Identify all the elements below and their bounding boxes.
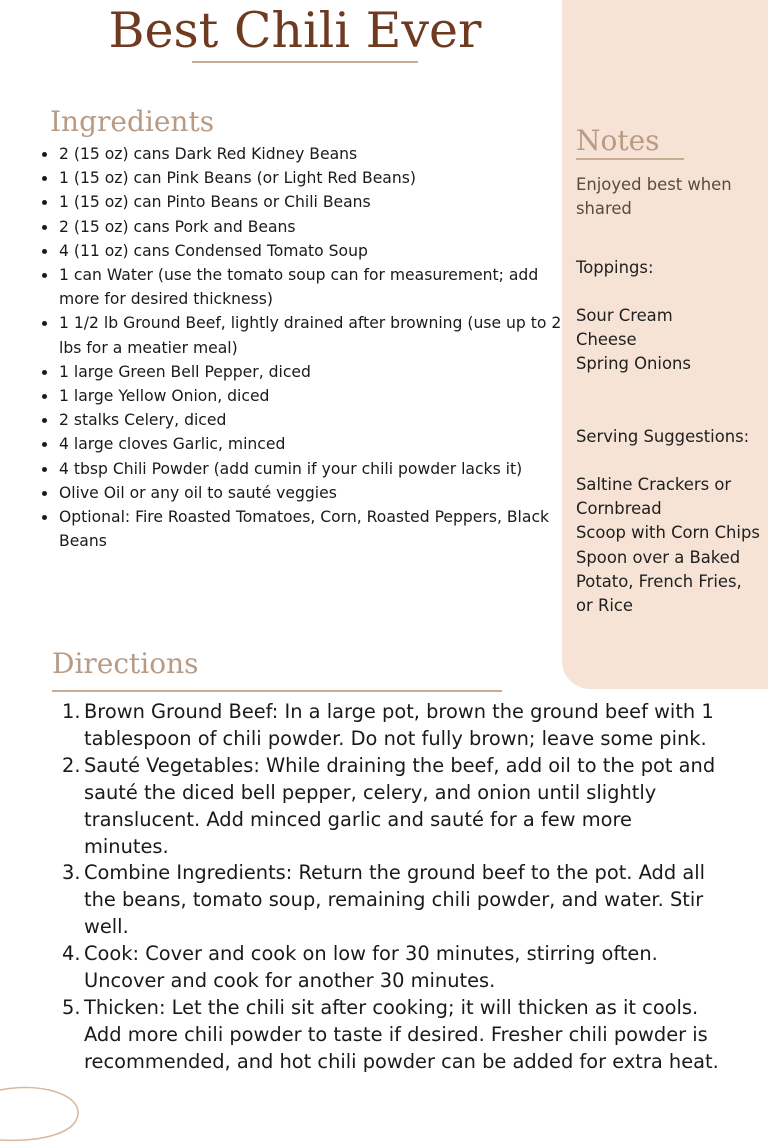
- directions-underline: [52, 690, 502, 692]
- ingredient-item: • 1 can Water (use the tomato soup can for measurement; add more for desired thickness): [58, 263, 578, 311]
- ingredient-item: • 1 (15 oz) can Pink Beans (or Light Red Beans): [58, 166, 578, 190]
- notes-heading: Notes: [576, 124, 660, 157]
- topping-item: Spring Onions: [576, 354, 691, 374]
- decorative-curve: [0, 1080, 90, 1146]
- ingredients-heading: Ingredients: [50, 105, 215, 138]
- toppings-heading: Toppings:: [576, 258, 654, 277]
- step-text: Thicken: Let the chili sit after cooking; it will thicken as it cools. Add more chili powder to taste if desired. Fresher chili powder is recommended, and hot chili powder can be added for extra heat.: [84, 995, 719, 1073]
- title-underline: [192, 61, 418, 63]
- step-text: Sauté Vegetables: While draining the beef, add oil to the pot and sauté the diced bell pepper, celery, and onion until slightly translucent. Add minced garlic and sauté for a few more minutes.: [84, 753, 716, 858]
- topping-item: Sour Cream: [576, 306, 673, 325]
- directions-heading: Directions: [52, 647, 199, 680]
- step-number: 4.: [62, 942, 81, 966]
- direction-step: [62, 699, 722, 753]
- direction-step: [62, 941, 722, 995]
- ingredient-item: • 2 (15 oz) cans Dark Red Kidney Beans: [58, 142, 578, 166]
- step-text: Combine Ingredients: Return the ground beef to the pot. Add all the beans, tomato soup, remaining chili powder, and water. Stir well.: [84, 861, 705, 939]
- direction-step: [62, 753, 722, 861]
- ingredient-item: • 1 large Yellow Onion, diced: [58, 384, 578, 408]
- step-number: 3.: [62, 861, 81, 885]
- ingredient-item: • 1 large Green Bell Pepper, diced: [58, 360, 578, 384]
- step-text: Cook: Cover and cook on low for 30 minutes, stirring often. Uncover and cook for another 30 minutes.: [84, 942, 658, 993]
- step-number: 2.: [62, 753, 81, 777]
- ingredient-item: • 4 tbsp Chili Powder (add cumin if your chili powder lacks it): [58, 457, 578, 481]
- ingredient-item: • 2 (15 oz) cans Pork and Beans: [58, 215, 578, 239]
- ingredient-item: • 4 large cloves Garlic, minced: [58, 432, 578, 456]
- ingredient-item: • 4 (11 oz) cans Condensed Tomato Soup: [58, 239, 578, 263]
- ingredient-item: • Optional: Fire Roasted Tomatoes, Corn, Roasted Peppers, Black Beans: [58, 505, 578, 553]
- notes-intro: Enjoyed best when shared: [576, 175, 732, 219]
- direction-step: [62, 995, 722, 1076]
- notes-underline: [576, 158, 684, 160]
- toppings-list: [576, 304, 762, 377]
- serving-list: [576, 473, 762, 618]
- step-number: 1.: [62, 700, 81, 723]
- topping-item: Cheese: [576, 330, 637, 350]
- ingredient-item: • 1 1/2 lb Ground Beef, lightly drained after browning (use up to 2 lbs for a meatier meal): [58, 311, 578, 359]
- directions-list: [62, 699, 722, 1076]
- serving-item: Scoop with Corn Chips: [576, 523, 760, 543]
- ingredients-list: [38, 142, 578, 553]
- page-title: Best Chili Ever: [108, 2, 482, 59]
- step-text: Brown Ground Beef: In a large pot, brown the ground beef with 1 tablespoon of chili powder. Do not fully brown; leave some pink.: [84, 700, 714, 750]
- ingredient-item: • 2 stalks Celery, diced: [58, 408, 578, 432]
- serving-heading: Serving Suggestions:: [576, 427, 750, 446]
- step-number: 5.: [62, 995, 81, 1019]
- ingredient-item: • 1 (15 oz) can Pinto Beans or Chili Beans: [58, 190, 578, 214]
- serving-item: Spoon over a Baked Potato, French Fries, or Rice: [576, 547, 742, 616]
- direction-step: [62, 860, 722, 941]
- ingredient-item: • Olive Oil or any oil to sauté veggies: [58, 481, 578, 505]
- serving-item: Saltine Crackers or Cornbread: [576, 475, 732, 519]
